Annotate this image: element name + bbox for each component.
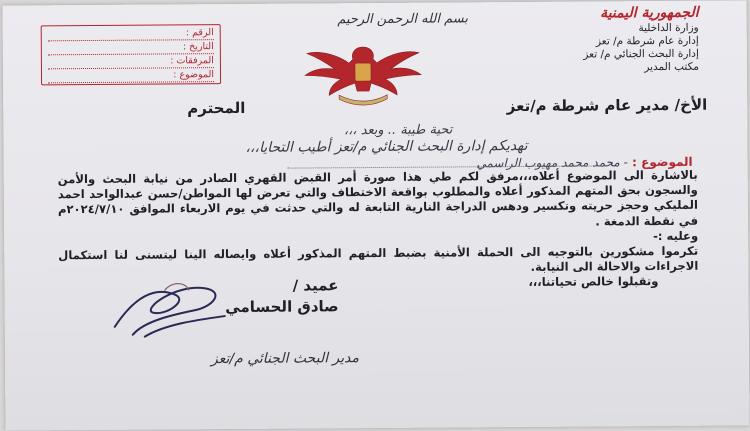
letterhead-line: إدارة عام شرطة م/ تعز	[595, 34, 699, 48]
conclusion-label: وعليه :-	[652, 228, 699, 243]
footer-title: مدير البحث الجنائي م/تعز	[210, 350, 360, 368]
closing-line: وتقبلوا خالص تحياتنا،،،	[528, 274, 659, 290]
document-page	[3, 0, 750, 430]
letterhead-line: وزارة الداخلية	[638, 21, 699, 35]
thanks-line: تهديكم إدارة البحث الجنائي م/تعز أطيب التحايا،،،	[245, 137, 528, 156]
greeting: تحية طيبة .. وبعد ،،،	[343, 122, 453, 139]
letterhead-line: إدارة البحث الجنائي م/ تعز	[583, 47, 699, 61]
basmala: بسم الله الرحمن الرحيم	[337, 11, 469, 28]
reference-box	[41, 24, 221, 85]
letterhead	[499, 4, 700, 75]
reference-subject-field: الموضوع :	[48, 69, 214, 83]
signatory-name: صادق الحسامي	[225, 297, 339, 317]
honorific: المحترم	[187, 98, 246, 118]
addressee: الأخ/ مدير عام شرطة م/تعز	[506, 95, 708, 116]
republic-title: الجمهورية اليمنية	[600, 4, 699, 22]
reference-number-field: الرقم :	[48, 27, 214, 41]
signatory-rank: عميد /	[292, 276, 339, 295]
body-paragraph: بالاشارة الى الموضوع أعلاه،،،مرفق لكم طي هذا صورة أمر القبض القهري الصادر من نيابة البحث والأمن والسجون بحق المتهم المذكور أعلاه والمطلوب بواقعة الاختطاف والتي تعرض لها المواطن/حسن عبدالواحد احمد المليكي وحجز حريته وتكسير ودهس الدراجة النارية التابعة له والتي حدثت في يوم الاربعاء الموافق ٢٠٢٤/٧/١٠م في نقطة الدمغة .	[57, 167, 699, 229]
subject-label: الموضوع :	[632, 154, 693, 170]
reference-attachments-field: المرفقات :	[48, 55, 214, 69]
letterhead-line: مكتب المدير	[644, 60, 700, 74]
handwritten-signature-icon	[104, 276, 244, 347]
signature-block	[225, 275, 339, 318]
addressee-line	[187, 96, 707, 118]
body-paragraph: تكرموا مشكورين بالتوجيه الى الحملة الأمنية بضبط المتهم المذكور أعلاه وايصاله الينا ليتسنى لنا استكمال الاجراءات والاحالة الى النيابة.	[58, 243, 699, 275]
reference-date-field: التاريخ :	[48, 41, 214, 55]
letter-body	[58, 168, 699, 294]
subject-value: - محمد محمد مهيوب الراسمي	[476, 155, 629, 171]
